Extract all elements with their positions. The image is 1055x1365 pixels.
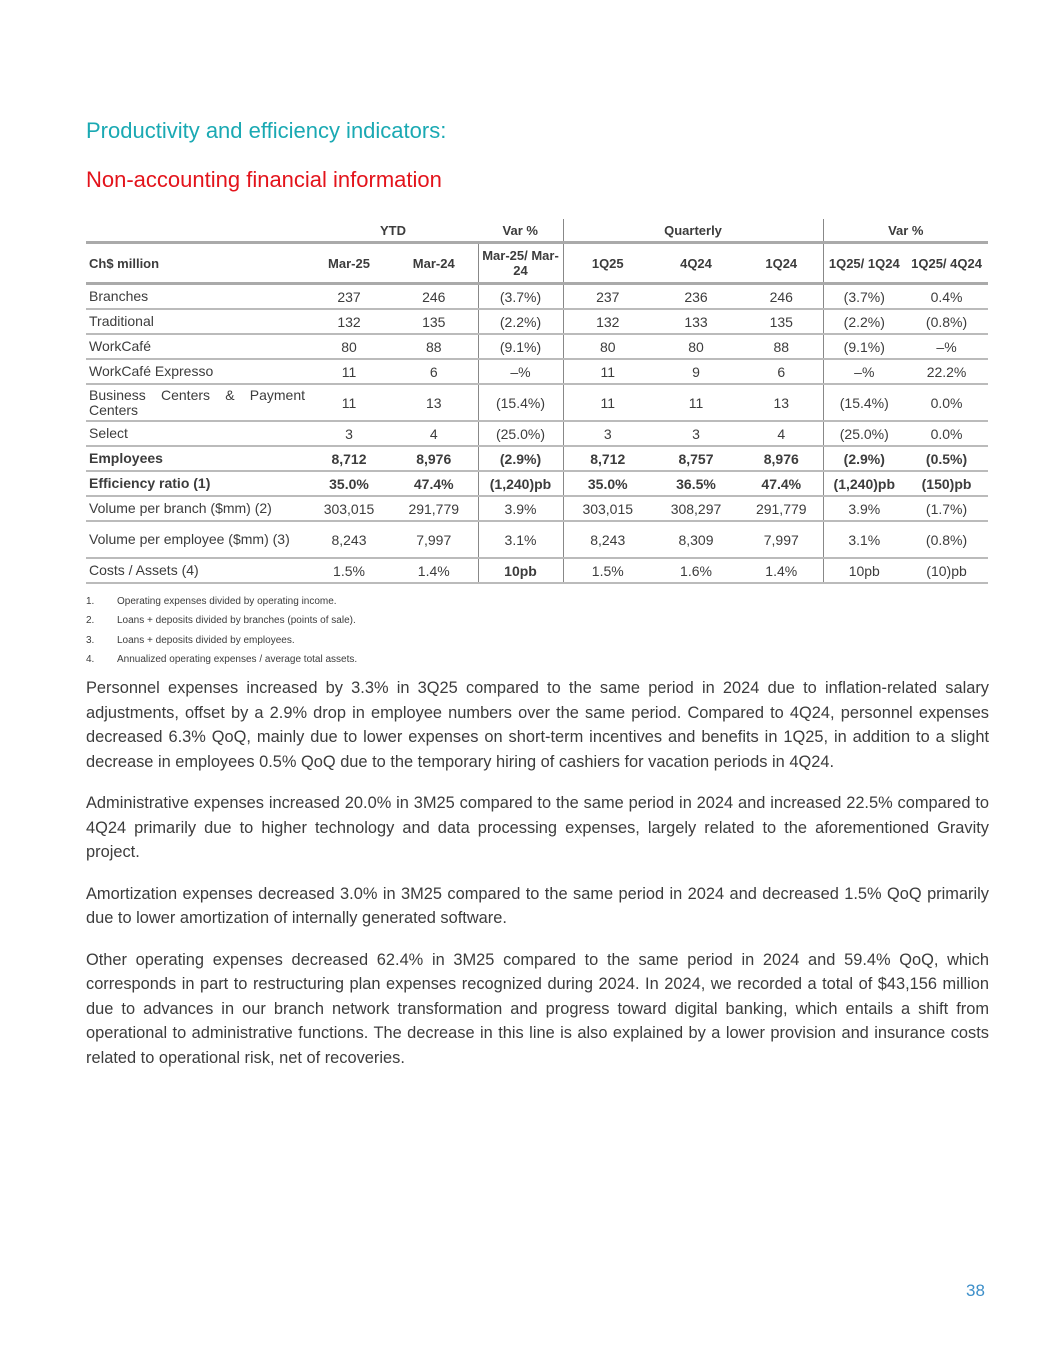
cell-value: 10pb: [478, 558, 563, 583]
group-var: Var %: [823, 219, 988, 243]
cell-value: (1.7%): [905, 496, 988, 521]
paragraph: Administrative expenses increased 20.0% in 3M25 compared to the same period in 2024 and increased 22.5% compared to 4Q24 primarily due to higher technology and data processing expenses, largely related to the aforementioned Gravity project.: [86, 794, 989, 861]
paragraph: Personnel expenses increased by 3.3% in 3Q25 compared to the same period in 2024 due to inflation-related salary adjustments, offset by a 2.9% drop in employee numbers over the same period. Compared to 4Q24, personnel expenses decreased 6.3% QoQ, mainly due to lower expenses on short-term incentives and benefits in 1Q25, in addition to a slight decrease in employees 0.5% QoQ due to the temporary hiring of cashiers for vacation periods in 4Q24.: [86, 679, 989, 771]
column-header: 1Q25/ 4Q24: [905, 243, 988, 284]
cell-value: 0.0%: [905, 384, 988, 421]
cell-value: –%: [905, 334, 988, 359]
cell-value: 10pb: [823, 558, 905, 583]
cell-value: 11: [308, 359, 390, 384]
cell-value: 246: [740, 284, 823, 310]
cell-value: 3.1%: [478, 521, 563, 558]
row-label: Business Centers & Payment Centers: [86, 384, 308, 421]
column-header: 1Q24: [740, 243, 823, 284]
cell-value: (1,240)pb: [478, 471, 563, 496]
footnotes: [86, 592, 357, 669]
cell-value: (150)pb: [905, 471, 988, 496]
cell-value: (15.4%): [823, 384, 905, 421]
cell-value: (15.4%): [478, 384, 563, 421]
cell-value: (0.5%): [905, 446, 988, 471]
cell-value: 132: [563, 309, 652, 334]
cell-value: 88: [390, 334, 478, 359]
table-row: [86, 384, 988, 421]
column-header: 4Q24: [652, 243, 740, 284]
cell-value: 1.5%: [563, 558, 652, 583]
cell-value: 303,015: [308, 496, 390, 521]
column-header: 1Q25/ 1Q24: [823, 243, 905, 284]
cell-value: 135: [740, 309, 823, 334]
cell-value: (25.0%): [823, 421, 905, 446]
cell-value: 246: [390, 284, 478, 310]
footnote-text: Annualized operating expenses / average total assets.: [117, 653, 358, 665]
table-row: [86, 521, 988, 558]
cell-value: 11: [308, 384, 390, 421]
cell-value: 11: [563, 384, 652, 421]
cell-value: 8,243: [563, 521, 652, 558]
table-row: [86, 558, 988, 583]
cell-value: (25.0%): [478, 421, 563, 446]
cell-value: 80: [563, 334, 652, 359]
cell-value: 3.1%: [823, 521, 905, 558]
cell-value: (9.1%): [823, 334, 905, 359]
cell-value: 47.4%: [740, 471, 823, 496]
cell-value: 6: [390, 359, 478, 384]
cell-value: 8,243: [308, 521, 390, 558]
cell-value: 80: [308, 334, 390, 359]
cell-value: 4: [740, 421, 823, 446]
cell-value: 47.4%: [390, 471, 478, 496]
footnote-text: Loans + deposits divided by branches (points of sale).: [117, 615, 356, 627]
cell-value: (10)pb: [905, 558, 988, 583]
cell-value: 7,997: [740, 521, 823, 558]
indicators-table: [86, 219, 988, 584]
cell-value: (2.9%): [823, 446, 905, 471]
cell-value: 237: [563, 284, 652, 310]
cell-value: 22.2%: [905, 359, 988, 384]
cell-value: (3.7%): [478, 284, 563, 310]
cell-value: 133: [652, 309, 740, 334]
cell-value: 0.4%: [905, 284, 988, 310]
section-subtitle: Non-accounting financial information: [86, 167, 442, 192]
cell-value: 13: [740, 384, 823, 421]
section-title: Productivity and efficiency indicators:: [86, 118, 447, 143]
cell-value: 237: [308, 284, 390, 310]
row-label: WorkCafé: [86, 334, 308, 359]
row-label: Employees: [86, 446, 308, 471]
cell-value: 3: [652, 421, 740, 446]
row-label: Select: [86, 421, 308, 446]
cell-value: 1.4%: [740, 558, 823, 583]
cell-value: 135: [390, 309, 478, 334]
table-row: [86, 421, 988, 446]
footnote-number: 1.: [86, 596, 95, 607]
table-row: [86, 471, 988, 496]
row-label: Traditional: [86, 309, 308, 334]
footnote-number: 4.: [86, 653, 95, 665]
column-header: Mar-24: [390, 243, 478, 284]
row-label: Branches: [86, 284, 308, 310]
row-label: WorkCafé Expresso: [86, 359, 308, 384]
column-header: Mar-25/ Mar-24: [478, 243, 563, 284]
cell-value: (2.2%): [478, 309, 563, 334]
paragraph: Amortization expenses decreased 3.0% in 3M25 compared to the same period in 2024 and decreased 1.5% QoQ primarily due to lower amortization of internally generated software.: [86, 884, 989, 927]
cell-value: 303,015: [563, 496, 652, 521]
cell-value: 88: [740, 334, 823, 359]
row-label: Costs / Assets (4): [86, 558, 308, 583]
cell-value: 11: [652, 384, 740, 421]
cell-value: 8,976: [740, 446, 823, 471]
body-text: [86, 676, 989, 1087]
cell-value: 132: [308, 309, 390, 334]
table-row: [86, 334, 988, 359]
footnote-number: 2.: [86, 615, 95, 627]
footnote-number: 3.: [86, 634, 95, 646]
group-var: Var %: [478, 219, 563, 243]
footnote-text: Operating expenses divided by operating income.: [117, 596, 337, 607]
cell-value: (2.2%): [823, 309, 905, 334]
cell-value: (1,240)pb: [823, 471, 905, 496]
cell-value: 291,779: [740, 496, 823, 521]
row-label: Efficiency ratio (1): [86, 471, 308, 496]
row-label: Volume per employee ($mm) (3): [86, 521, 308, 558]
paragraph: Other operating expenses decreased 62.4% in 3M25 compared to the same period in 2024 and 59.4% QoQ, which corresponds in part to restructuring plan expenses recognized during 2024. In 2024, we recorded a total of $43,156 million due to advances in our branch network transformation and progress toward digital banking, which entails a shift from operational to administrative functions. The decrease in this line is also explained by a lower provision and insurance costs related to operational risk, net of recoveries.: [86, 950, 989, 1067]
cell-value: 7,997: [390, 521, 478, 558]
cell-value: 1.5%: [308, 558, 390, 583]
cell-value: –%: [478, 359, 563, 384]
footnote-text: Loans + deposits divided by employees.: [117, 634, 295, 646]
cell-value: 35.0%: [563, 471, 652, 496]
page-number: 38: [966, 1281, 985, 1300]
footnote: [86, 592, 357, 611]
cell-value: (0.8%): [905, 309, 988, 334]
cell-value: 8,712: [308, 446, 390, 471]
column-header: Ch$ million: [86, 243, 308, 284]
cell-value: 8,757: [652, 446, 740, 471]
cell-value: 8,712: [563, 446, 652, 471]
footnote: [86, 631, 357, 650]
table-row: [86, 359, 988, 384]
cell-value: 0.0%: [905, 421, 988, 446]
cell-value: 1.6%: [652, 558, 740, 583]
cell-value: 13: [390, 384, 478, 421]
cell-value: 1.4%: [390, 558, 478, 583]
cell-value: (0.8%): [905, 521, 988, 558]
cell-value: 291,779: [390, 496, 478, 521]
group-ytd: YTD: [308, 219, 478, 243]
footnote: [86, 650, 357, 669]
cell-value: (3.7%): [823, 284, 905, 310]
cell-value: 35.0%: [308, 471, 390, 496]
group-quarterly: Quarterly: [563, 219, 823, 243]
cell-value: 3: [563, 421, 652, 446]
cell-value: (2.9%): [478, 446, 563, 471]
row-label: Volume per branch ($mm) (2): [86, 496, 308, 521]
column-header: Mar-25: [308, 243, 390, 284]
table-row: [86, 309, 988, 334]
cell-value: 80: [652, 334, 740, 359]
cell-value: –%: [823, 359, 905, 384]
table-row: [86, 496, 988, 521]
cell-value: 36.5%: [652, 471, 740, 496]
cell-value: 3: [308, 421, 390, 446]
cell-value: 3.9%: [823, 496, 905, 521]
column-header: 1Q25: [563, 243, 652, 284]
table-row: [86, 284, 988, 310]
cell-value: 3.9%: [478, 496, 563, 521]
cell-value: 8,976: [390, 446, 478, 471]
footnote: [86, 611, 357, 630]
cell-value: 8,309: [652, 521, 740, 558]
cell-value: 6: [740, 359, 823, 384]
cell-value: 308,297: [652, 496, 740, 521]
cell-value: (9.1%): [478, 334, 563, 359]
cell-value: 9: [652, 359, 740, 384]
cell-value: 11: [563, 359, 652, 384]
cell-value: 4: [390, 421, 478, 446]
cell-value: 236: [652, 284, 740, 310]
table-row: [86, 446, 988, 471]
